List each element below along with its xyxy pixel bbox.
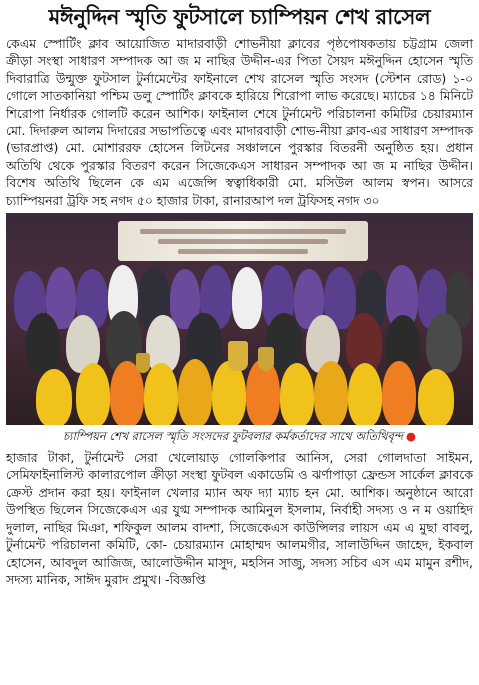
news-clipping — [6, 4, 473, 588]
event-banner — [118, 221, 368, 261]
caption-bullet-icon: ● — [406, 429, 416, 444]
trophy — [136, 353, 150, 373]
photo-caption — [6, 427, 473, 445]
team-photo — [6, 213, 473, 425]
article-body-bottom: হাজার টাকা, টুর্নামেন্ট সেরা খেলোয়াড় গোলকিপার আনিস, সেরা গোলদাতা সাইমন, সেমিফাইনালিস্ট কালারপোল ক্রীড়া সংস্থা ফুটবল একাডেমি ও ঝর্ণাপাড়া ফ্রেন্ডস সার্কেল ক্লাবকে ক্রেস্ট প্রদান করা হয়। ফাইনাল খেলার ম্যান অফ দ্যা ম্যাচ হন মো. আশিক। অনুষ্ঠানে আরো উপস্থিত ছিলেন সিজেকেএস এর যুগ্ম সম্পাদক আমিনুল ইসলাম, নির্বাহী সদস্য ও ন ম ওয়াহিদ দুলাল, নাছির মিঞা, শফিকুল আলম বাদশা, সিজেকেএস কাউন্সিলর লায়স এম এ মুছা বাবলু, টুর্নামেন্ট পরিচালনা কমিটি, কো- চেয়ারম্যান মোহাম্মদ আলমগীর, সালাউদ্দিন জাহেদ, ইকবাল হোসেন, আবদুল আজিজ, আলোউদ্দীন মাসুদ, মহসিন সাজু, সদস্য সচিব এস এম মামুন রশীদ, সদস্য মানিক, সাঈদ মুরাদ প্রমুখ। -বিজ্ঞপ্তি — [6, 450, 473, 587]
photo-frame — [6, 213, 473, 425]
caption-text: চ্যাম্পিয়ন শেখ রাসেল স্মৃতি সংসদের ফুটবলার কর্মকর্তাদের সাথে অতিথিবৃন্দ — [63, 429, 404, 444]
article-body-top: কেএম স্পোর্টিং ক্লাব আয়োজিত মাদারবাড়ী শোভনীয়া ক্লাবের পৃষ্ঠপোষকতায় চট্টগ্রাম জেলা ক্রীড়া সংস্থা সাধারণ সম্পাদক আ জ ম নাছির উদ্দীন-এর পিতা সৈয়দ মঈনুদ্দিন হোসেন স্মৃতি দিবারাত্রি উন্মুক্ত ফুটসাল টুর্নামেন্টের ফাইনালে শেখ রাসেল স্মৃতি সংসদ (স্টেশন রোড) ১-০ গোলে সাতকানিয়া পশ্চিম ডলু স্পোর্টিং ক্লাবকে হারিয়ে শিরোপা লাভ করেছে। ম্যাচের ১৪ মিনিটে শিরোপা নির্ধারক গোলটি করেন আশিক। ফাইনাল শেষে টুর্নামেন্ট পরিচালনা কমিটির চেয়ারম্যান মো. দিদারুল আলম দিদারের সভাপতিত্বে এবং মাদারবাড়ী শোভ-নীয়া ক্লাব-এর সাধারণ সম্পাদক (ভারপ্রাপ্ত) মো. মোশাররফ হোসেন লিটনের সঞ্চালনে পুরস্কার বিতরনী অনুষ্ঠিত হয়। প্রধান অতিথি থেকে পুরস্কার বিতরণ করেন সিজেকেএস সাধারন সম্পাদক আ জ ম নাছির উদ্দীন। বিশেষ অতিথি ছিলেন কে এম এজেন্সি স্বত্বাধিকারী মো. মসিউল আলম স্বপন। আসরে চ্যাম্পিয়নরা ট্রফি সহ নগদ ৫০ হাজার টাকা, রানারআপ দল ট্রফিসহ নগদ ৩০ — [6, 36, 473, 208]
trophy — [258, 347, 274, 371]
headline: মঈনুদ্দিন স্মৃতি ফুটসালে চ্যাম্পিয়ন শেখ রাসেল — [48, 5, 431, 29]
trophy — [228, 341, 248, 371]
